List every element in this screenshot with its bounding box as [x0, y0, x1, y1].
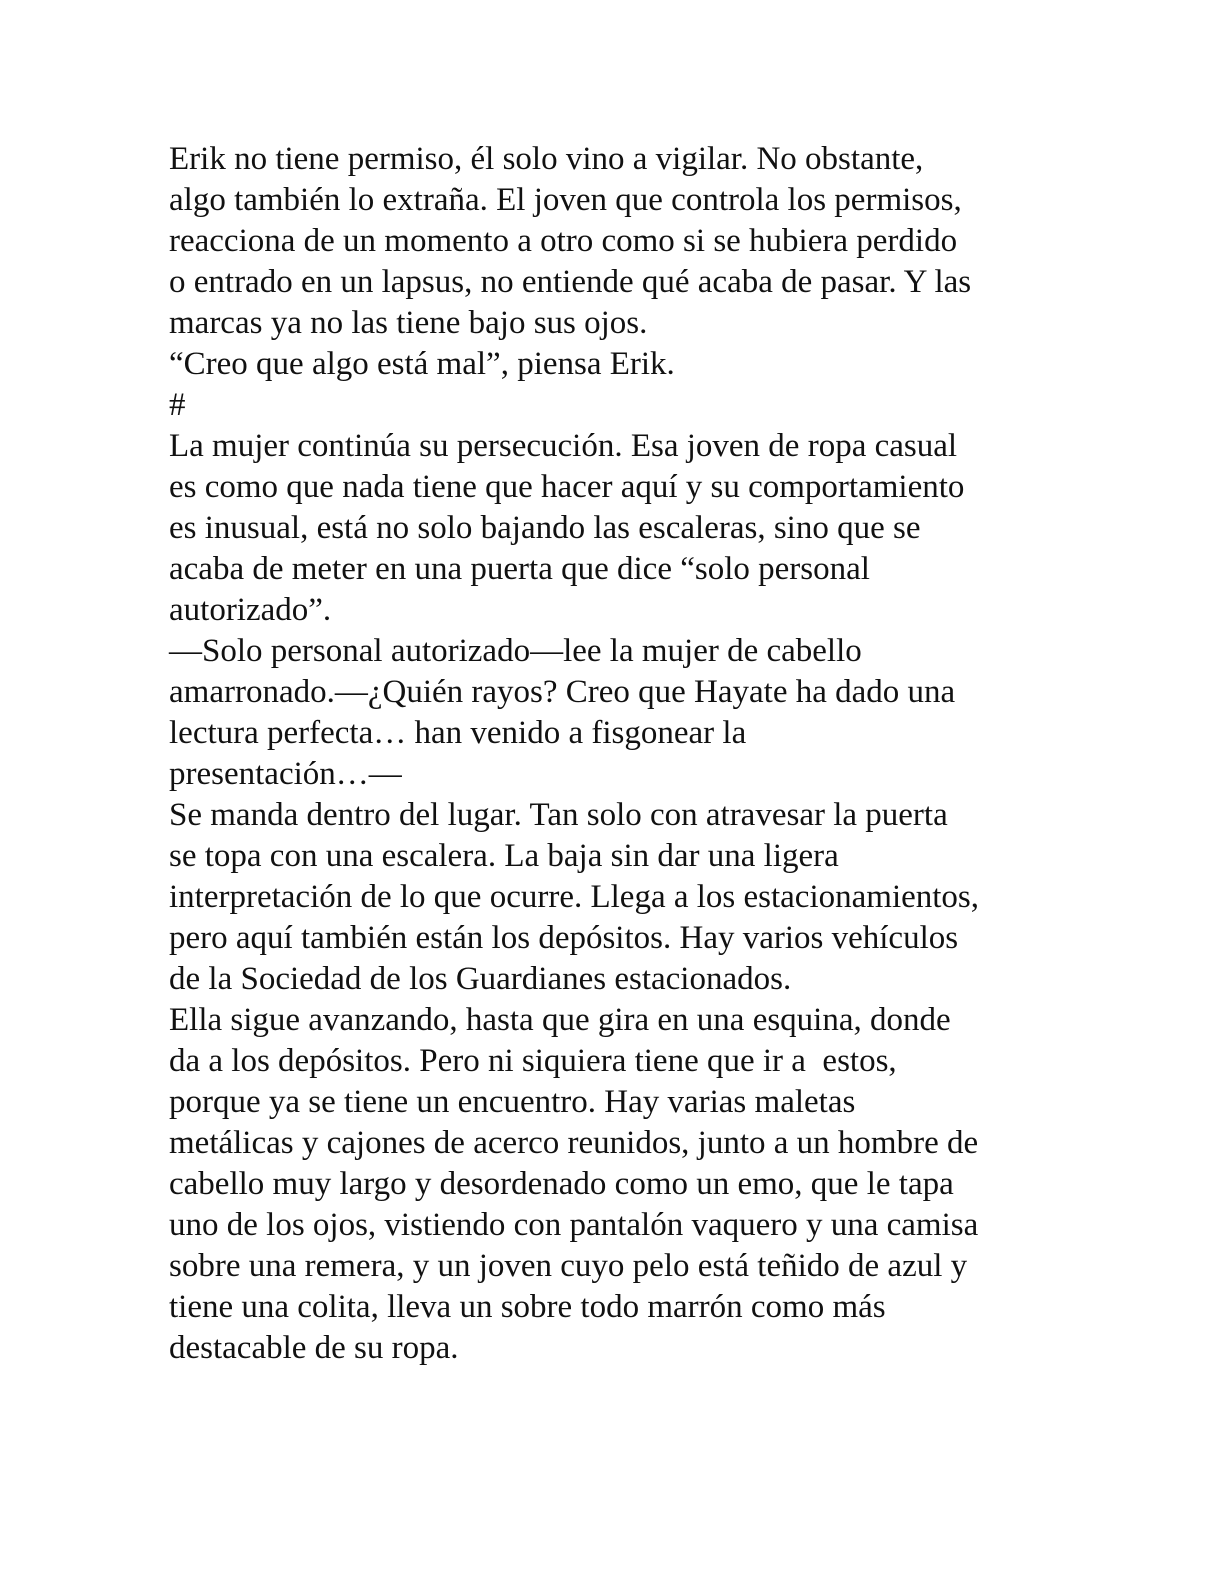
text-line: Ella sigue avanzando, hasta que gira en una esquina, donde — [169, 1002, 951, 1038]
text-line: o entrado en un lapsus, no entiende qué acaba de pasar. Y las — [169, 264, 972, 300]
body-text — [169, 139, 1069, 1369]
text-line: marcas ya no las tiene bajo sus ojos. — [169, 305, 648, 341]
text-line: metálicas y cajones de acerco reunidos, junto a un hombre de — [169, 1125, 979, 1161]
text-line: destacable de su ropa. — [169, 1330, 459, 1366]
text-line: es como que nada tiene que hacer aquí y su comportamiento — [169, 469, 965, 505]
text-line: es inusual, está no solo bajando las escaleras, sino que se — [169, 510, 921, 546]
text-line: pero aquí también están los depósitos. Hay varios vehículos — [169, 920, 959, 956]
text-line: lectura perfecta… han venido a fisgonear la — [169, 715, 747, 751]
text-line: Se manda dentro del lugar. Tan solo con atravesar la puerta — [169, 797, 948, 833]
text-line: —Solo personal autorizado—lee la mujer de cabello — [169, 633, 862, 669]
text-line: tiene una colita, lleva un sobre todo marrón como más — [169, 1289, 886, 1325]
section-break: # — [169, 387, 186, 423]
text-line: Erik no tiene permiso, él solo vino a vigilar. No obstante, — [169, 141, 924, 177]
text-line: interpretación de lo que ocurre. Llega a los estacionamientos, — [169, 879, 980, 915]
text-line: se topa con una escalera. La baja sin dar una ligera — [169, 838, 839, 874]
text-line: de la Sociedad de los Guardianes estacionados. — [169, 961, 792, 997]
text-line: reacciona de un momento a otro como si se hubiera perdido — [169, 223, 958, 259]
text-line: porque ya se tiene un encuentro. Hay varias maletas — [169, 1084, 856, 1120]
text-line: presentación…— — [169, 756, 402, 792]
text-line: “Creo que algo está mal”, piensa Erik. — [169, 346, 675, 382]
text-line: acaba de meter en una puerta que dice “solo personal — [169, 551, 870, 587]
text-line: da a los depósitos. Pero ni siquiera tiene que ir a estos, — [169, 1043, 897, 1079]
text-line: algo también lo extraña. El joven que controla los permisos, — [169, 182, 962, 218]
text-line: La mujer continúa su persecución. Esa joven de ropa casual — [169, 428, 958, 464]
text-line: autorizado”. — [169, 592, 332, 628]
text-line: uno de los ojos, vistiendo con pantalón vaquero y una camisa — [169, 1207, 979, 1243]
text-line: cabello muy largo y desordenado como un emo, que le tapa — [169, 1166, 954, 1202]
text-line: amarronado.—¿Quién rayos? Creo que Hayate ha dado una — [169, 674, 956, 710]
text-line: sobre una remera, y un joven cuyo pelo está teñido de azul y — [169, 1248, 968, 1284]
